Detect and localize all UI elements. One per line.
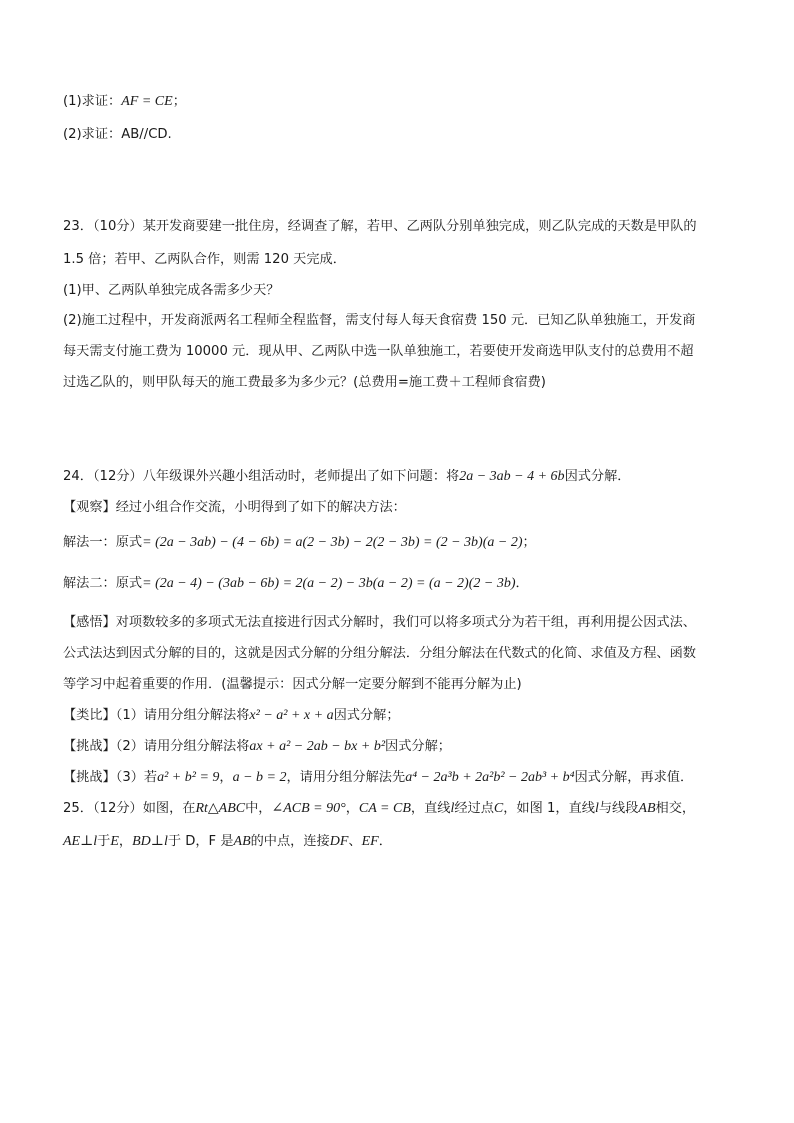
q24-method1-label: 解法一：原式 <box>63 535 143 550</box>
q24-line1-suffix: 因式分解． <box>564 469 631 484</box>
q24-analogy-prefix: 【类比】（1）请用分组分解法将 <box>63 708 250 723</box>
q25-math: E <box>110 834 119 849</box>
q24-challenge3-prefix: 【挑战】（3）若 <box>63 770 158 785</box>
q24-analogy <box>63 706 400 726</box>
q25-math: EF <box>361 834 379 849</box>
q25-math: l <box>594 801 599 816</box>
q24-analogy-suffix: 因式分解； <box>333 708 400 723</box>
q24-method2-suffix: ． <box>515 576 529 591</box>
q24-method2 <box>63 574 529 594</box>
q25-text: ，如图 1，直线 <box>503 801 595 816</box>
q25-math: AB <box>638 801 656 816</box>
q25-math: ∠ACB = 90° <box>271 801 346 816</box>
q24-challenge2-math: ax + a² − 2ab − bx + b² <box>249 739 386 754</box>
q24-method1 <box>63 533 536 553</box>
q24-observe: 【观察】经过小组合作交流，小明得到了如下的解决方法： <box>63 500 406 515</box>
q23-line1: 23．（10分）某开发商要建一批住房，经调查了解，若甲、乙两队分别单独完成，则乙队完成的天数是甲队的 <box>63 219 697 234</box>
q25-math: CA = CB <box>358 801 411 816</box>
q25-math: BD⊥l <box>132 834 168 849</box>
q25-text: ， <box>118 834 133 849</box>
q24-challenge2-prefix: 【挑战】（2）请用分组分解法将 <box>63 739 250 754</box>
q25-math: C <box>493 801 504 816</box>
q24-challenge3-suffix: 因式分解，再求值． <box>574 770 694 785</box>
q25-text: ， <box>345 801 359 816</box>
q24-line1 <box>63 467 631 487</box>
q25-text: 中， <box>245 801 272 816</box>
q24-challenge3-math3: a⁴ − 2a³b + 2a²b² − 2ab³ + b⁴ <box>405 770 575 785</box>
q25-text: 于 <box>97 834 111 849</box>
q24-challenge2 <box>63 737 451 757</box>
q25-text: 25．（12分）如图，在 <box>63 801 196 816</box>
q24-method1-math: = (2a − 3ab) − (4 − 6b) = a(2 − 3b) − 2(2 − 3b) = (2 − 3b)(a − 2) <box>142 535 523 550</box>
q25-math: AE⊥l <box>63 834 98 849</box>
q22-part2: (2)求证：AB//CD. <box>63 127 172 142</box>
q24-insight1: 【感悟】对项数较多的多项式无法直接进行因式分解时，我们可以将多项式分为若干组，再利用提公因式法、 <box>63 615 696 630</box>
q24-method1-suffix: ； <box>522 535 536 550</box>
q23-line4: (2)施工过程中，开发商派两名工程师全程监督，需支付每人每天食宿费 150 元．已知乙队单独施工，开发商 <box>63 313 696 328</box>
q25-text: 与线段 <box>598 801 639 816</box>
q25-text: 经过点 <box>454 801 494 816</box>
q24-challenge3-math2: a − b = 2 <box>232 770 287 785</box>
q25-math: DF <box>329 834 349 849</box>
q25-text: 的中点，连接 <box>250 834 330 849</box>
q25-line2 <box>63 832 392 852</box>
q24-challenge3 <box>63 768 693 788</box>
q24-insight2: 公式法达到因式分解的目的，这就是因式分解的分组分解法．分组分解法在代数式的化简、求值及方程、函数 <box>63 646 696 661</box>
q23-line3: (1)甲、乙两队单独完成各需多少天？ <box>63 283 280 298</box>
q25-text: 于 D，F 是 <box>167 834 234 849</box>
q24-method2-math: = (2a − 4) − (3ab − 6b) = 2(a − 2) − 3b(a − 2) = (a − 2)(2 − 3b) <box>142 576 516 591</box>
q23-line5: 每天需支付施工费为 10000 元．现从甲、乙两队中选一队单独施工，若要使开发商选甲队支付的总费用不超 <box>63 344 694 359</box>
q23-line6: 过选乙队的，则甲队每天的施工费最多为多少元？(总费用=施工费＋工程师食宿费) <box>63 375 546 390</box>
q25-text: ． <box>378 834 392 849</box>
q25-text: 相交， <box>655 801 696 816</box>
q24-line1-math: 2a − 3ab − 4 + 6b <box>459 469 565 484</box>
q25-math: l <box>450 801 455 816</box>
q24-challenge3-mid2: ，请用分组分解法先 <box>286 770 406 785</box>
q25-text: 、 <box>348 834 362 849</box>
q25-line1 <box>63 799 695 819</box>
q24-method2-label: 解法二：原式 <box>63 576 143 591</box>
q24-insight3: 等学习中起着重要的作用．(温馨提示：因式分解一定要分解到不能再分解为止) <box>63 677 522 692</box>
q25-math: AB <box>233 834 251 849</box>
q24-analogy-math: x² − a² + x + a <box>249 708 334 723</box>
q22-part1-prefix: (1)求证： <box>63 94 122 109</box>
q24-challenge3-mid1: ， <box>219 770 233 785</box>
q24-challenge3-math1: a² + b² = 9 <box>157 770 220 785</box>
q25-math: Rt△ABC <box>195 801 246 816</box>
q22-part1 <box>63 92 186 112</box>
q25-text: ，直线 <box>410 801 451 816</box>
q24-challenge2-suffix: 因式分解； <box>385 739 451 754</box>
q23-line2: 1.5 倍；若甲、乙两队合作，则需 120 天完成． <box>63 252 346 267</box>
q22-part1-suffix: ； <box>172 94 186 109</box>
q22-part1-math: AF = CE <box>121 94 173 109</box>
q24-line1-text: 24．（12分）八年级课外兴趣小组活动时，老师提出了如下问题：将 <box>63 469 460 484</box>
